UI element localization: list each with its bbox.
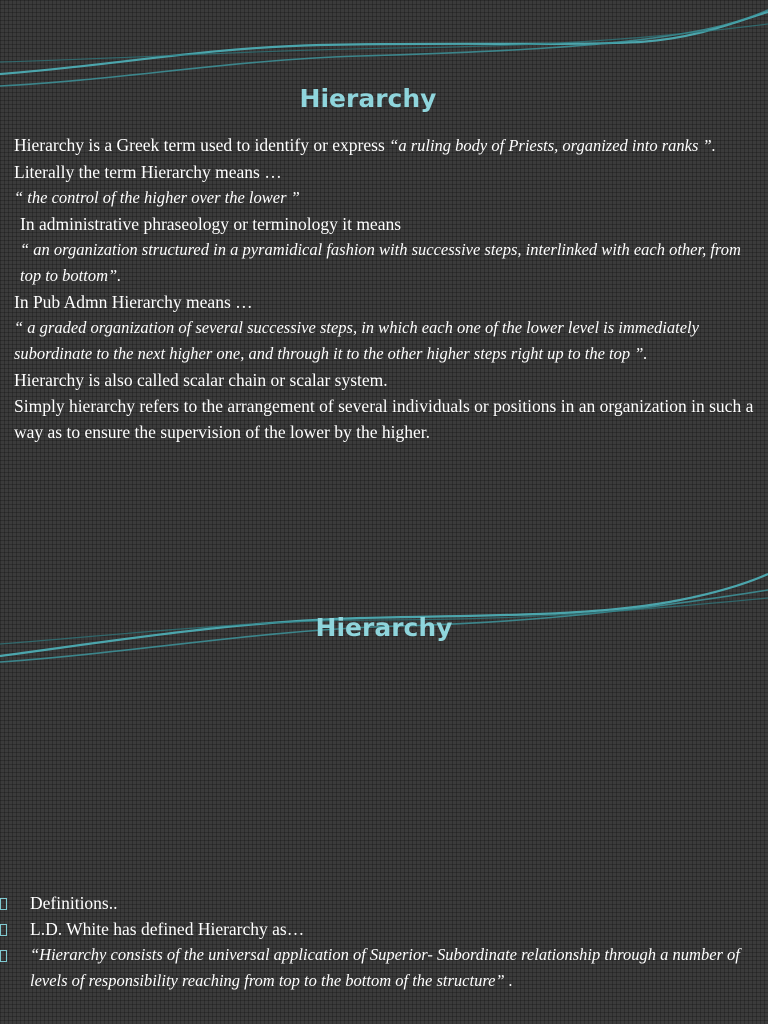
bullet-list — [0, 890, 762, 994]
line-pub-admn: In Pub Admn Hierarchy means … — [14, 292, 253, 312]
line-greek-term: Hierarchy is a Greek term used to identify or express “a ruling body of Priests, organized into ranks ”. — [14, 135, 716, 155]
quote-control: “ the control of the higher over the lower ” — [14, 188, 300, 207]
slide-title: Hierarchy — [315, 613, 453, 642]
bullet-text: “Hierarchy consists of the universal application of Superior- Subordinate relationship through a number of levels of responsibility reaching from top to the bottom of the structure” . — [30, 945, 740, 990]
bullet-text: Definitions.. — [30, 893, 118, 913]
slide-body — [14, 132, 762, 445]
slide-title: Hierarchy — [299, 84, 437, 113]
line-administrative: In administrative phraseology or terminology it means — [20, 214, 402, 234]
line-simply: Simply hierarchy refers to the arrangement of several individuals or positions in an organization in such a way as to ensure the supervision of the lower by the higher. — [14, 396, 754, 442]
quote-pyramidical: “ an organization structured in a pyramidical fashion with successive steps, interlinked with each other, from top to bottom”. — [20, 240, 741, 285]
quote-graded: “ a graded organization of several successive steps, in which each one of the lower level is immediately subordinate to the next higher one, and through it to the other higher steps right up to the top ”. — [14, 318, 699, 363]
bullet-icon — [0, 890, 30, 910]
bullet-item — [0, 916, 762, 942]
slide-2 — [0, 560, 768, 1024]
bullet-icon — [0, 916, 30, 936]
line-literally: Literally the term Hierarchy means … — [14, 162, 282, 182]
line-scalar-chain: Hierarchy is also called scalar chain or scalar system. — [14, 370, 388, 390]
bullet-text: L.D. White has defined Hierarchy as… — [30, 919, 305, 939]
bullet-item — [0, 890, 762, 916]
bullet-icon — [0, 942, 30, 962]
bullet-item — [0, 942, 762, 994]
